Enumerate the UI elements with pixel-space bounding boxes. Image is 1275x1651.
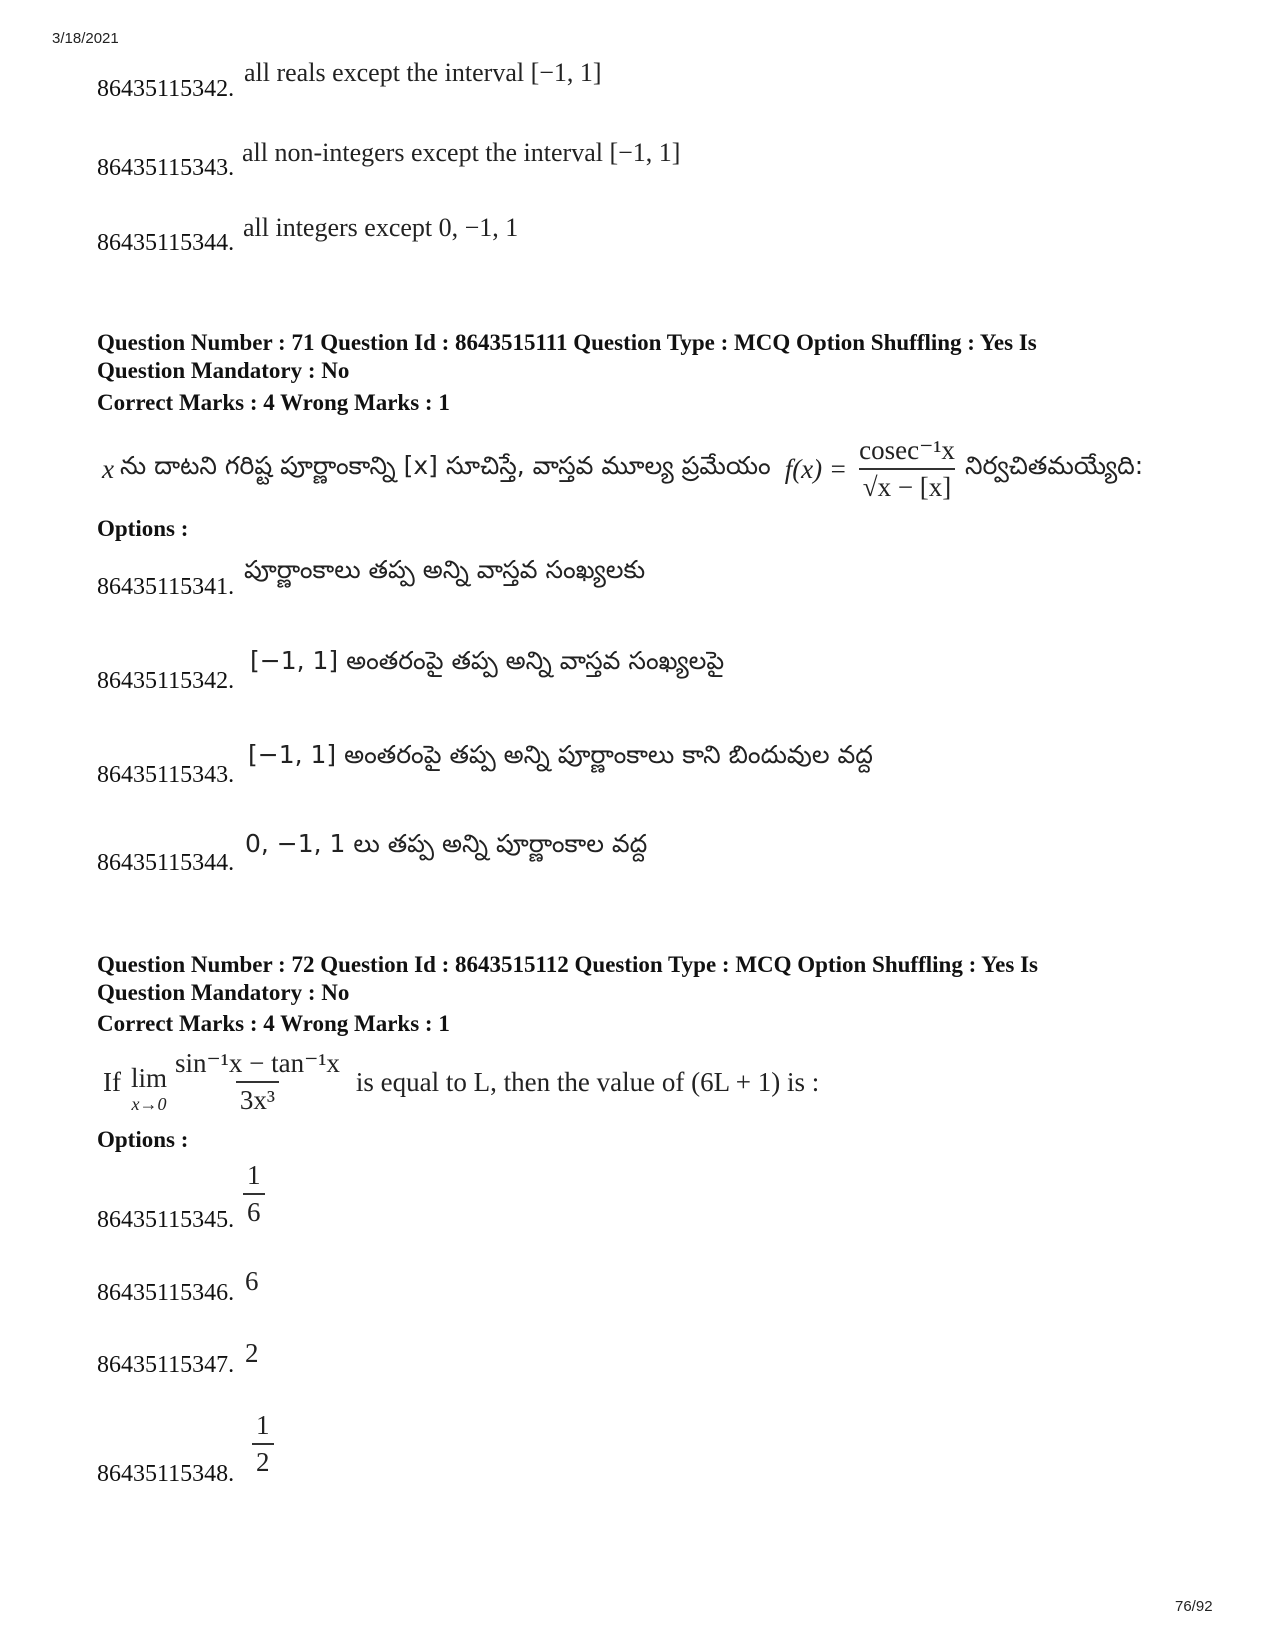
option-id: 86435115342. xyxy=(97,76,235,102)
option-id: 86435115343. xyxy=(97,762,235,788)
stem-telugu-text: నిర్వచితమయ్యేది: xyxy=(964,451,1144,480)
stem-tail-text: is equal to L, then the value of (6L + 1) is : xyxy=(355,1066,820,1097)
option-id: 86435115342. xyxy=(97,668,235,694)
option-text: 2 xyxy=(245,1338,259,1368)
page-number: 76/92 xyxy=(1175,1598,1213,1615)
question-meta-line: Question Mandatory : No xyxy=(97,980,350,1005)
fraction-numerator: sin⁻¹x − tan⁻¹x xyxy=(175,1048,340,1078)
question-72-meta xyxy=(97,951,1177,1007)
option-text: [−1, 1] అంతరంపై తప్ప అన్ని పూర్ణాంకాలు కాని బిందువుల వద్ద xyxy=(248,740,873,769)
option-id: 86435115348. xyxy=(97,1461,235,1487)
question-meta-line: Question Number : 71 Question Id : 8643515111 Question Type : MCQ Option Shuffling : Yes Is xyxy=(97,330,1037,355)
limit-subscript: x→0 xyxy=(131,1094,167,1114)
options-label: Options : xyxy=(97,516,189,541)
question-meta-line: Question Number : 72 Question Id : 8643515112 Question Type : MCQ Option Shuffling : Yes Is xyxy=(97,952,1038,977)
options-label: Options : xyxy=(97,1127,189,1152)
option-text: 6 xyxy=(245,1266,259,1296)
option-fraction xyxy=(243,1160,265,1228)
option-text: all reals except the interval [−1, 1] xyxy=(244,58,602,87)
option-id: 86435115347. xyxy=(97,1352,235,1378)
option-text: all integers except 0, −1, 1 xyxy=(243,213,519,242)
stem-fraction xyxy=(171,1048,344,1116)
option-id: 86435115343. xyxy=(97,155,235,181)
stem-variable: x xyxy=(102,453,114,484)
question-71-meta xyxy=(97,329,1177,385)
option-text: పూర్ణాంకాలు తప్ప అన్ని వాస్తవ సంఖ్యలకు xyxy=(244,555,646,584)
option-text: all non-integers except the interval [−1, 1] xyxy=(242,138,681,167)
option-id: 86435115346. xyxy=(97,1280,235,1306)
option-fraction xyxy=(252,1410,274,1478)
header-date: 3/18/2021 xyxy=(52,30,119,47)
question-72-stem xyxy=(103,1044,819,1120)
stem-telugu-text: ను దాటని గరిష్ట పూర్ణాంకాన్ని [x] సూచిస్తే, వాస్తవ మూల్య ప్రమేయం xyxy=(119,451,771,480)
option-text: 0, −1, 1 లు తప్ప అన్ని పూర్ణాంకాల వద్ద xyxy=(245,829,648,858)
fraction-numerator: 1 xyxy=(256,1410,270,1440)
stem-function: f(x) = xyxy=(784,453,848,484)
question-71-marks: Correct Marks : 4 Wrong Marks : 1 xyxy=(97,390,450,415)
option-id: 86435115341. xyxy=(97,574,235,600)
fraction-denominator: √x − [x] xyxy=(859,468,956,503)
fraction-denominator: 3x³ xyxy=(236,1081,279,1116)
option-text: [−1, 1] అంతరంపై తప్ప అన్ని వాస్తవ సంఖ్యలపై xyxy=(250,646,725,675)
question-meta-line: Question Mandatory : No xyxy=(97,358,350,383)
stem-fraction xyxy=(855,435,959,503)
fraction-numerator: 1 xyxy=(247,1160,261,1190)
question-71-stem xyxy=(102,430,1143,508)
fraction xyxy=(252,1410,274,1478)
fraction-numerator: cosec⁻¹x xyxy=(859,435,955,465)
option-id: 86435115345. xyxy=(97,1207,235,1233)
fraction-denominator: 6 xyxy=(243,1193,265,1228)
stem-limit xyxy=(131,1063,167,1115)
fraction xyxy=(243,1160,265,1228)
option-id: 86435115344. xyxy=(97,230,235,256)
stem-if: If xyxy=(103,1066,121,1097)
option-id: 86435115344. xyxy=(97,850,235,876)
fraction-denominator: 2 xyxy=(252,1443,274,1478)
question-72-marks: Correct Marks : 4 Wrong Marks : 1 xyxy=(97,1011,450,1036)
limit-word: lim xyxy=(130,1063,167,1093)
